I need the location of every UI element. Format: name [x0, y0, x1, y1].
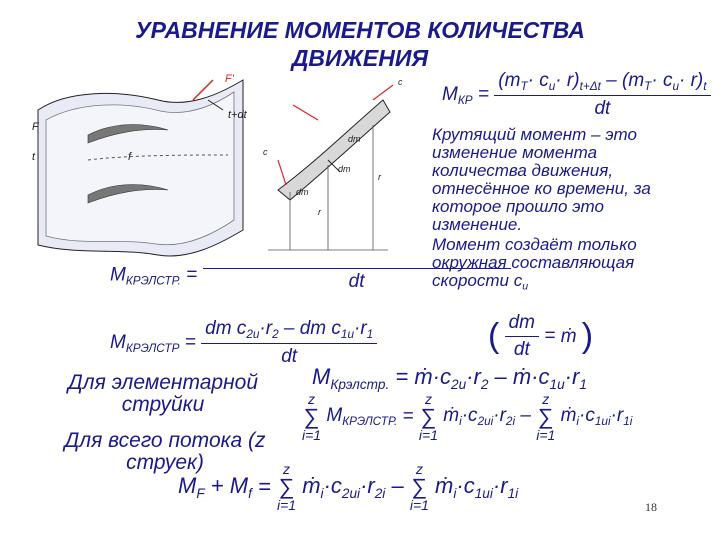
- definition-line: отнесённое ко времени, за: [432, 179, 651, 198]
- definition-line: Крутящий момент – это: [432, 125, 637, 144]
- formula-torque-definition: [442, 70, 711, 120]
- label-elementary: Для элементарной струйки: [68, 371, 258, 416]
- definition-line: которое прошло это: [432, 197, 604, 216]
- velocity-c1: [278, 160, 286, 185]
- formula-denominator: dt: [594, 98, 611, 120]
- velocity-c2: [373, 85, 393, 100]
- label-f: f: [128, 151, 132, 163]
- label-t-dt: t+dt: [228, 109, 247, 121]
- formula3-numerator: dm $c_{2u}\cdot r_2$ – dm $c_{1u}\cdot r_1$: [201, 318, 377, 344]
- label-r1: r: [318, 207, 321, 217]
- label-dm-left: dm: [296, 187, 309, 197]
- page-number: 18: [645, 500, 657, 514]
- label-c1: c: [263, 147, 268, 157]
- formula-sub-kr: КР: [457, 94, 473, 108]
- label-total-flow: Для всего потока (z струек): [64, 429, 266, 474]
- formula3-fraction: $\frac{dm c_{2u}\cdot r_2 - dm c_{1u}\cdot r_1}{dt}$: [201, 318, 377, 368]
- label-c2: c: [398, 77, 403, 87]
- label-r2: r: [378, 172, 381, 182]
- formula-elementary-full: $M_{КРЭЛСТР.}$ = dt: [110, 258, 511, 293]
- title-line-1: УРАВНЕНИЕ МОМЕНТОВ КОЛИЧЕСТВА: [135, 17, 585, 43]
- label-dm-top: dm: [348, 134, 361, 144]
- label-F: F: [32, 121, 39, 133]
- formula2-fraction: dt: [203, 244, 511, 293]
- formula2-numerator: [203, 244, 511, 269]
- definition-block: [432, 126, 651, 234]
- formula-m: M: [442, 84, 458, 106]
- definition-line: количества движения,: [432, 161, 614, 180]
- formula-total-sum: z ∑ i=1 $M_{КРЭЛСТР.}$ = z ∑ i=1 $ṁ_i\cdot c_{2ui}\cdot r_{2i}$ – z ∑ i=1 $ṁ_i\cdot c_{1ui}\cdot r_{1i}$: [302, 391, 633, 443]
- label-t: t: [32, 151, 36, 163]
- definition-line: изменение.: [432, 215, 523, 234]
- inner-surface: [46, 92, 234, 245]
- note-line: окружная составляющая: [432, 253, 635, 272]
- note-line: Момент создаёт только: [432, 235, 637, 254]
- formula-total-mf: $M_F + M_f$ = z ∑ i=1 $ṁ_i\cdot c_{2ui}\cdot r_{2i}$ – z ∑ i=1 $ṁ_i\cdot c_{1ui}\cdot r_{1i}$: [178, 461, 519, 513]
- velocity-arrow: [293, 105, 318, 120]
- formula-fraction: [494, 70, 710, 120]
- label-f-prime: F': [225, 73, 234, 85]
- definition-line: изменение момента: [432, 143, 598, 162]
- formula-mass-rate: ( $\frac{dm}{dt}$ = ṁ ): [488, 312, 594, 360]
- title-line-2: ДВИЖЕНИЯ: [291, 45, 429, 71]
- note-line: скорости $c_u$: [432, 271, 529, 293]
- formula-eq: =: [477, 84, 490, 106]
- formula-elementary-dm: $M_{КРЭЛСТР}$ = $\frac{dm c_{2u}\cdot r_2 - dm c_{1u}\cdot r_1}{dt}$: [110, 318, 377, 368]
- formula-numerator: $(m_T\cdot c_u\cdot r)_{t+\Delta t} - (m_T\cdot c_u\cdot r)_t$: [494, 70, 710, 96]
- formula-elementary-mdot: $M_{Крэлстр.}$ = $ṁ\cdot c_{2u}\cdot r_2$ – $ṁ\cdot c_{1u}\cdot r_1$: [312, 364, 587, 392]
- stream-diagram: [28, 60, 428, 260]
- label-dm-mid: dm: [338, 164, 351, 174]
